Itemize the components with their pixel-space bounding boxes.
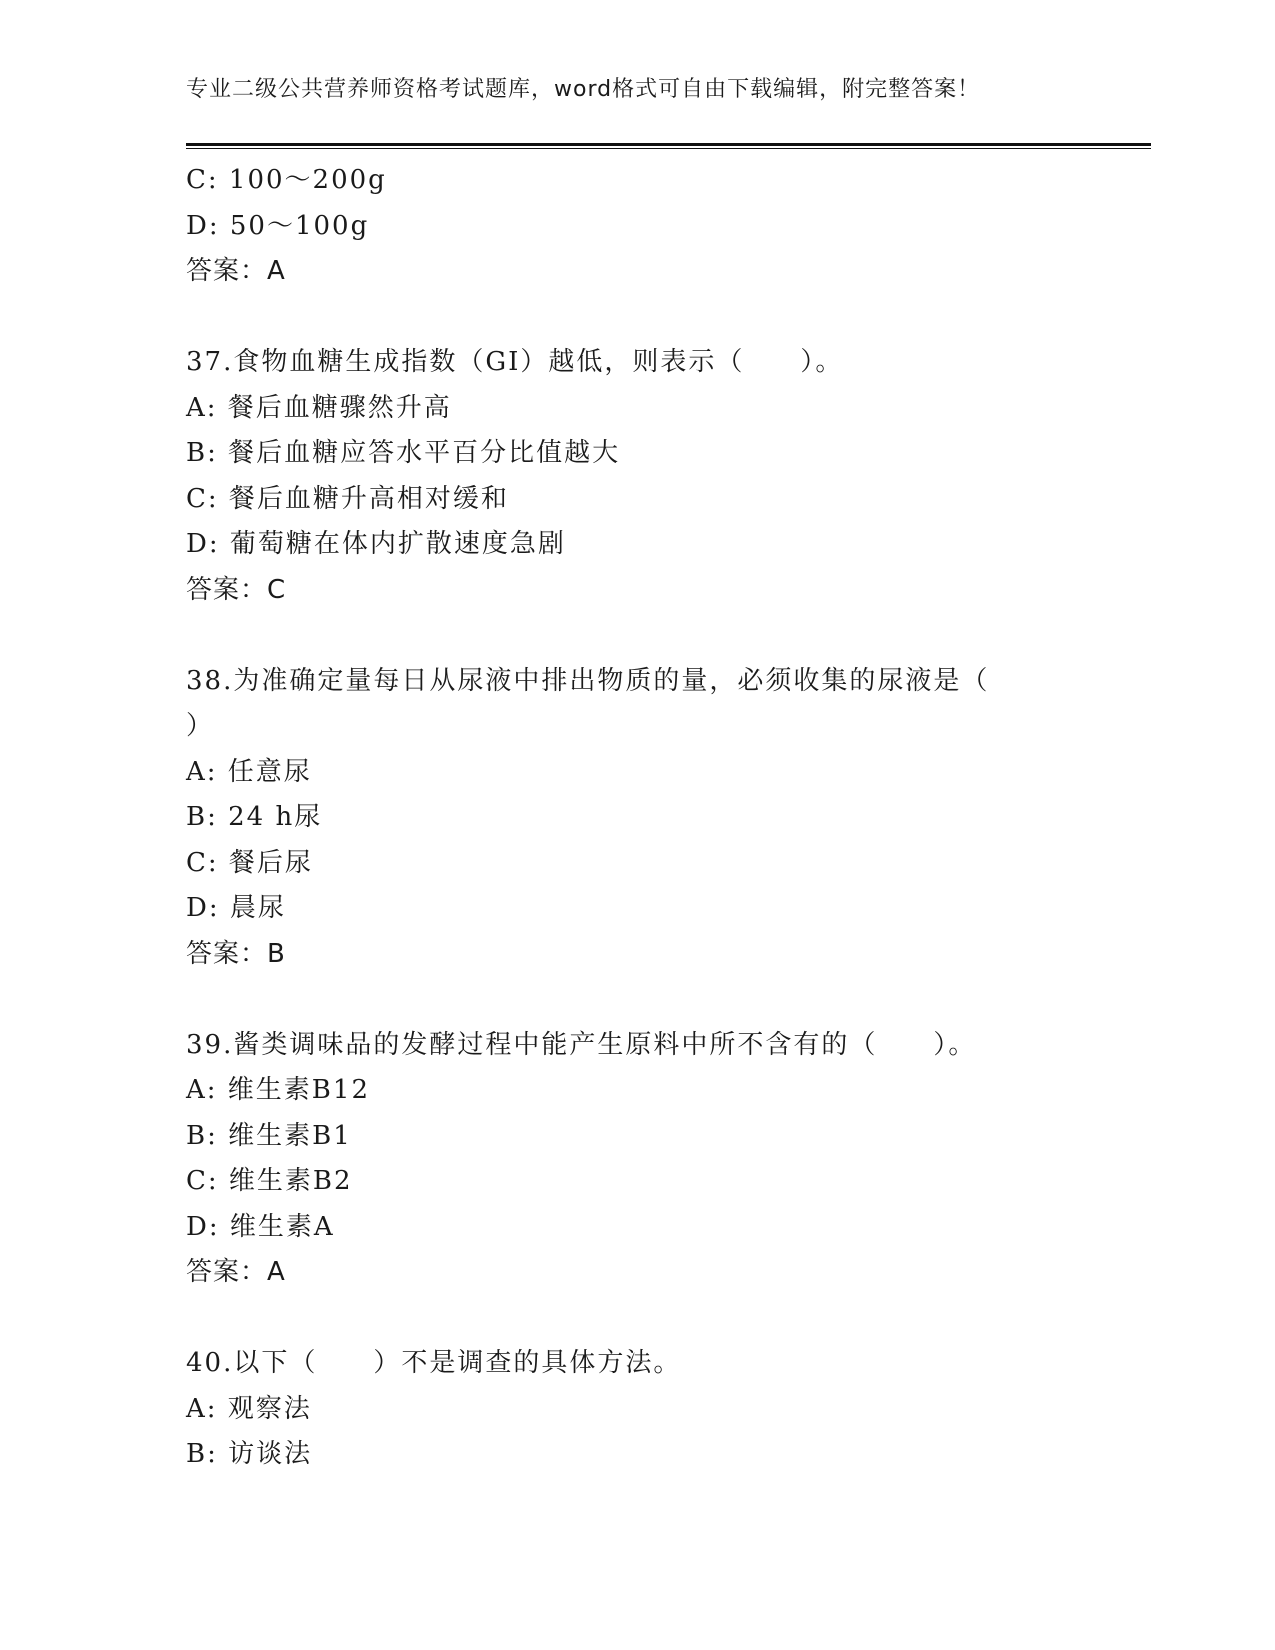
question-stem-40: 40.以下（ ）不是调查的具体方法。 xyxy=(186,1348,682,1378)
answer-line: 答案：C xyxy=(186,574,287,605)
option-a: A: 餐后血糖骤然升高 xyxy=(186,392,452,423)
option-c: C: 维生素B2 xyxy=(186,1166,353,1196)
question-list xyxy=(186,158,1086,1478)
header-divider xyxy=(186,143,1151,149)
option-d: D: 维生素A xyxy=(186,1211,335,1242)
question-stem-39: 39.酱类调味品的发酵过程中能产生原料中所不含有的（ ）。 xyxy=(186,1029,977,1060)
answer-line: 答案：B xyxy=(186,938,286,969)
option-b: B: 24 h尿 xyxy=(186,802,323,832)
page-header: 专业二级公共营养师资格考试题库，word格式可自由下载编辑，附完整答案！ xyxy=(186,77,981,102)
option-b: B: 访谈法 xyxy=(186,1439,313,1469)
option-a: A: 维生素B12 xyxy=(186,1075,370,1105)
option-c: C: 餐后尿 xyxy=(186,847,313,878)
option-c: C: 100～200g xyxy=(186,165,387,195)
question-stem-38-tail: ） xyxy=(186,711,213,741)
option-a: A: 任意尿 xyxy=(186,756,312,787)
question-stem-37: 37.食物血糖生成指数（GI）越低，则表示（ ）。 xyxy=(186,347,844,377)
answer-line: 答案：A xyxy=(186,1257,286,1287)
option-b: B: 维生素B1 xyxy=(186,1120,352,1151)
option-b: B: 餐后血糖应答水平百分比值越大 xyxy=(186,438,621,468)
option-a: A: 观察法 xyxy=(186,1393,312,1424)
option-c: C: 餐后血糖升高相对缓和 xyxy=(186,483,509,514)
option-d: D: 50～100g xyxy=(186,210,370,241)
question-stem-38: 38.为准确定量每日从尿液中排出物质的量，必须收集的尿液是（ xyxy=(186,665,990,696)
answer-line: 答案：A xyxy=(186,256,286,286)
option-d: D: 晨尿 xyxy=(186,893,286,923)
option-d: D: 葡萄糖在体内扩散速度急剧 xyxy=(186,529,566,559)
